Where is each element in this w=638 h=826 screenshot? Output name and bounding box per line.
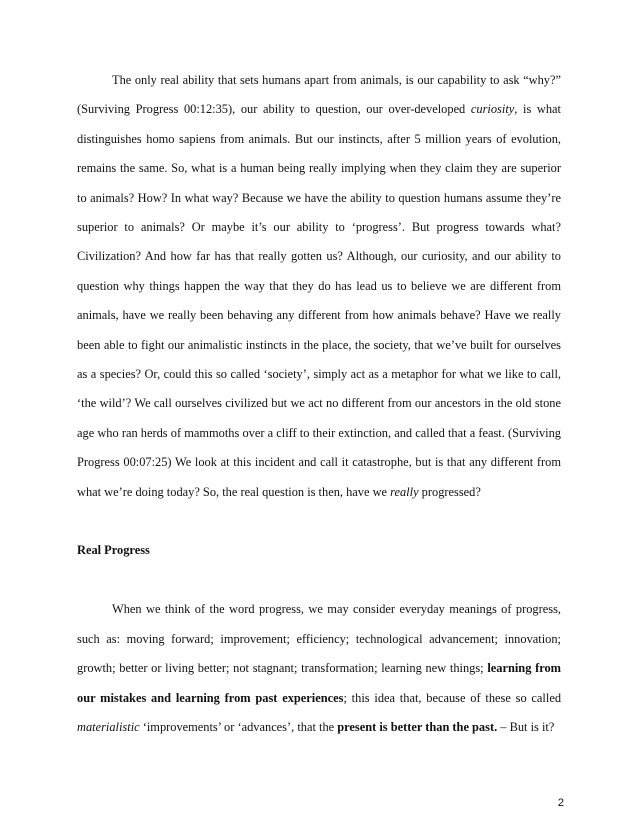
emphasis-really: really [390,484,419,499]
paragraph-intro-text-3: progressed? [418,484,481,499]
section-heading: Real Progress [77,543,150,558]
emphasis-materialistic: materialistic [77,719,140,734]
paragraph-intro-text-2: , is what distinguishes homo sapiens from animals. But our instincts, after 5 million years of evolution, remains the same. So, what is a human being really implying when they claim they are superior to animals? How? In what way? Because we have the ability to question humans assume they’re superior to animals? Or maybe it’s our ability to ‘progress’. But progress towards what? Civilization? And how far has that really gotten us? Although, our curiosity, and our ability to question why things happen the way that they do has lead us to believe we are different from animals, have we really been behaving any different from how animals behave? Have we really been able to fight our animalistic instincts in the place, the society, that we’ve built for ourselves as a species? Or, could this so called ‘society’, simply act as a metaphor for what we like to call, ‘the wild’? We call ourselves civilized but we act no different from our ancestors in the old stone age who ran herds of mammoths over a cliff to their extinction, and called that a feast. (Surviving Progress 00:07:25) We look at this incident and call it catastrophe, but is that any different from what we’re doing today? So, the real question is then, have we [77,102,561,499]
bold-present-better: present is better than the past. [337,719,498,734]
spacer [77,566,561,595]
paragraph-intro [77,66,561,507]
emphasis-curiosity: curiosity [470,102,515,117]
paragraph-progress [77,595,561,742]
bold-learning-from-mistakes: learning from our mistakes and learning from past experiences [77,661,562,705]
paragraph-progress-text-3: ‘improvements’ or ‘advances’, that the [139,719,338,734]
spacer [77,507,561,536]
paragraph-progress-text-1: When we think of the word progress, we may consider everyday meanings of progress, such as: moving forward; improvement; efficiency; technological advancement; innovation; growth; better or living better; not stagnant; transformation; learning new things; [77,602,561,676]
paragraph-progress-text-2: ; this idea that, because of these so called [343,690,562,705]
document-page [77,66,561,742]
paragraph-intro-text-1: The only real ability that sets humans apart from animals, is our capability to ask “why?” (Surviving Progress 00:12:35), our ability to question, our over-developed [77,73,561,117]
paragraph-progress-text-4: – But is it? [497,719,555,734]
page-number: 2 [557,797,564,809]
